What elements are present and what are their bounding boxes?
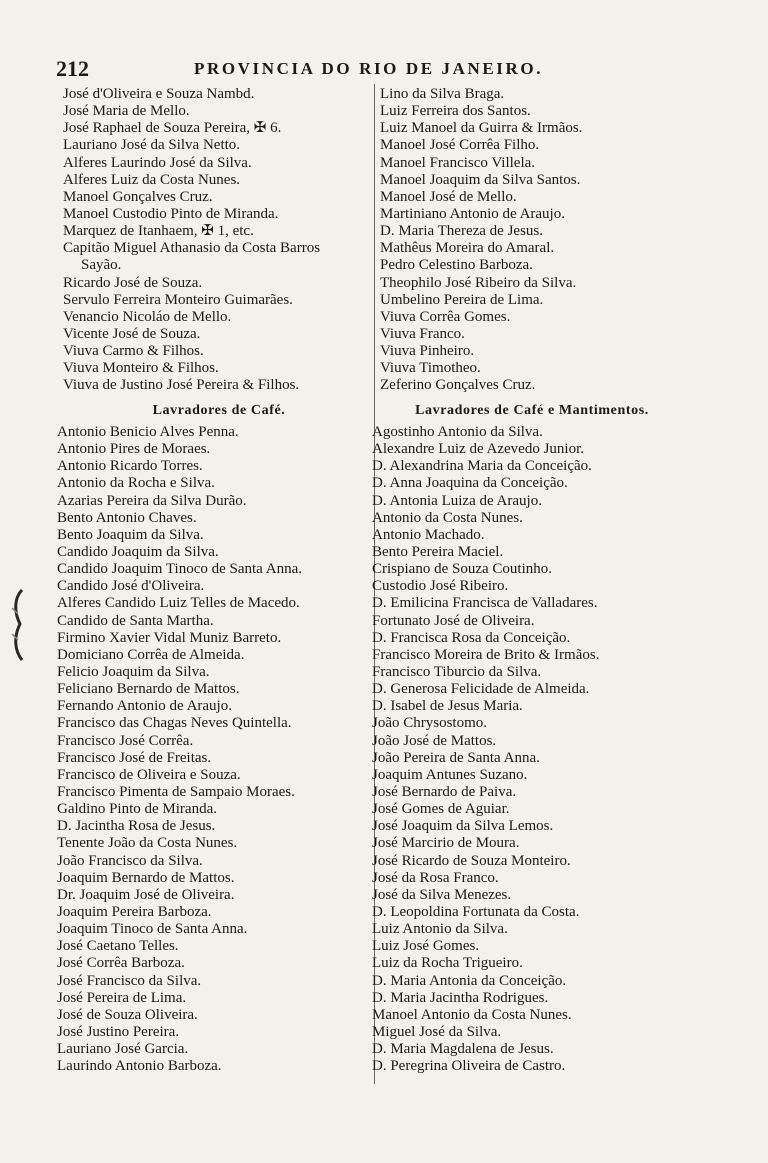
list-item: Servulo Ferreira Monteiro Guimarães.: [63, 291, 293, 308]
list-item: Martiniano Antonio de Araujo.: [380, 205, 565, 222]
list-item: Tenente João da Costa Nunes.: [57, 835, 238, 852]
list-item: Zeferino Gonçalves Cruz.: [380, 377, 536, 394]
list-item: Candido de Santa Martha.: [57, 612, 214, 629]
list-item: Fernando Antonio de Araujo.: [57, 698, 232, 715]
list-item: Francisco José Corrêa.: [57, 732, 194, 749]
list-item: Lino da Silva Braga.: [380, 86, 505, 102]
list-item: Laurindo Antonio Barboza.: [57, 1058, 222, 1075]
list-item: D. Maria Thereza de Jesus.: [380, 223, 543, 240]
list-item: Venancio Nicoláo de Mello.: [63, 308, 232, 325]
list-item: D. Antonia Luiza de Araujo.: [372, 492, 542, 509]
list-item-continuation: Sayão.: [81, 257, 122, 274]
list-item: José Gomes de Aguiar.: [372, 801, 510, 818]
list-item: Bento Pereira Maciel.: [372, 543, 504, 560]
list-item: Viuva de Justino José Pereira & Filhos.: [63, 377, 300, 394]
list-item: Manoel Antonio da Costa Nunes.: [372, 1006, 572, 1023]
list-item: João Pereira de Santa Anna.: [372, 749, 540, 766]
list-item: D. Emilicina Francisca de Valladares.: [372, 595, 598, 612]
list-item: Antonio da Costa Nunes.: [372, 509, 523, 526]
list-item: Francisco das Chagas Neves Quintella.: [57, 715, 292, 732]
list-item: Francisco Pimenta de Sampaio Moraes.: [57, 783, 295, 800]
upper-right-list: [380, 86, 684, 425]
list-item: Francisco José de Freitas.: [57, 749, 212, 766]
list-item: Manoel Francisco Villela.: [380, 154, 536, 171]
list-item: José Ricardo de Souza Monteiro.: [372, 852, 571, 869]
list-item: José Maria de Mello.: [63, 103, 190, 120]
list-item: Luiz José Gomes.: [372, 938, 480, 955]
page-title: PROVINCIA DO RIO DE JANEIRO.: [194, 59, 544, 78]
list-item: D. Leopoldina Fortunata da Costa.: [372, 903, 580, 920]
page-header: [56, 56, 586, 82]
list-item: Candido José d'Oliveira.: [57, 578, 205, 595]
list-item: Manoel Joaquim da Silva Santos.: [380, 171, 581, 188]
list-item: Theophilo José Ribeiro da Silva.: [380, 274, 577, 291]
list-item: Alferes Laurindo José da Silva.: [63, 154, 252, 171]
list-item: D. Peregrina Oliveira de Castro.: [372, 1058, 566, 1075]
list-item: Viuva Franco.: [380, 325, 465, 342]
list-item: Viuva Pinheiro.: [380, 343, 475, 360]
list-item: Joaquim Antunes Suzano.: [372, 766, 528, 783]
list-item: José da Silva Menezes.: [372, 886, 512, 903]
list-item: Mathêus Moreira do Amaral.: [380, 240, 555, 257]
list-item: José Francisco da Silva.: [57, 972, 202, 989]
list-item: Viuva Timotheo.: [380, 360, 481, 377]
list-item: D. Alexandrina Maria da Conceição.: [372, 458, 592, 475]
list-item: D. Maria Magdalena de Jesus.: [372, 1041, 554, 1058]
list-item: Fortunato José de Oliveira.: [372, 612, 535, 629]
list-item: José da Rosa Franco.: [372, 869, 499, 886]
section-heading-cafe-mantimentos: Lavradores de Café e Mantimentos.: [415, 402, 649, 418]
list-item: Viuva Monteiro & Filhos.: [63, 360, 219, 377]
list-item: Alferes Candido Luiz Telles de Macedo.: [57, 595, 300, 612]
list-item: Vicente José de Souza.: [63, 325, 201, 342]
list-item: Lauriano José Garcia.: [57, 1041, 189, 1058]
list-item: Candido Joaquim da Silva.: [57, 543, 219, 560]
upper-left-list: [63, 86, 375, 425]
list-item: José Pereira de Lima.: [57, 989, 187, 1006]
list-item: Manoel José Corrêa Filho.: [380, 137, 540, 154]
list-item: Luiz da Rocha Trigueiro.: [372, 955, 523, 972]
page-number: 212: [56, 56, 89, 81]
list-item: Firmino Xavier Vidal Muniz Barreto.: [57, 629, 282, 646]
list-item: D. Maria Jacintha Rodrigues.: [372, 989, 549, 1006]
list-item: Candido Joaquim Tinoco de Santa Anna.: [57, 561, 302, 578]
list-item: Francisco de Oliveira e Souza.: [57, 766, 241, 783]
list-item: Miguel José da Silva.: [372, 1023, 502, 1040]
list-item: D. Isabel de Jesus Maria.: [372, 698, 523, 715]
list-item: Umbelino Pereira de Lima.: [380, 291, 544, 308]
list-item: Custodio José Ribeiro.: [372, 578, 509, 595]
list-item: Manoel Gonçalves Cruz.: [63, 188, 213, 205]
list-item: Pedro Celestino Barboza.: [380, 257, 533, 274]
list-item: Dr. Joaquim José de Oliveira.: [57, 886, 235, 903]
list-item: Joaquim Pereira Barboza.: [57, 903, 212, 920]
list-item: José Marcirio de Moura.: [372, 835, 520, 852]
list-item: D. Anna Joaquina da Conceição.: [372, 475, 568, 492]
list-item: Antonio da Rocha e Silva.: [57, 475, 215, 492]
list-item: D. Jacintha Rosa de Jesus.: [57, 818, 216, 835]
list-item: Luiz Antonio da Silva.: [372, 921, 508, 938]
lower-left-list: [57, 424, 369, 1075]
section-heading-cafe: Lavradores de Café.: [152, 402, 286, 418]
list-item: D. Francisca Rosa da Conceição.: [372, 629, 571, 646]
list-item: José d'Oliveira e Souza Nambd.: [63, 86, 255, 102]
list-item: Azarias Pereira da Silva Durão.: [57, 492, 247, 509]
list-item: Francisco Tiburcio da Silva.: [372, 663, 542, 680]
list-item: Viuva Corrêa Gomes.: [380, 308, 511, 325]
list-item: Galdino Pinto de Miranda.: [57, 801, 217, 818]
list-item: Crispiano de Souza Coutinho.: [372, 561, 552, 578]
list-item: José Corrêa Barboza.: [57, 955, 185, 972]
list-item: José de Souza Oliveira.: [57, 1006, 198, 1023]
list-item: João Chrysostomo.: [372, 715, 488, 732]
list-item: João José de Mattos.: [372, 732, 497, 749]
list-item: Bento Joaquim da Silva.: [57, 526, 204, 543]
list-item: Felicio Joaquim da Silva.: [57, 663, 210, 680]
margin-bracket-mark: [8, 588, 30, 662]
list-item: Joaquim Bernardo de Mattos.: [57, 869, 235, 886]
list-item: Bento Antonio Chaves.: [57, 509, 197, 526]
list-item: Ricardo José de Souza.: [63, 274, 203, 291]
list-item: Agostinho Antonio da Silva.: [372, 424, 543, 440]
list-item: Viuva Carmo & Filhos.: [63, 343, 204, 360]
list-item: Luiz Manoel da Guirra & Irmãos.: [380, 120, 583, 137]
list-item: Alferes Luiz da Costa Nunes.: [63, 171, 241, 188]
list-item: José Joaquim da Silva Lemos.: [372, 818, 554, 835]
lower-right-list: [372, 424, 684, 1075]
list-item: Manoel Custodio Pinto de Miranda.: [63, 205, 279, 222]
list-item: Marquez de Itanhaem, ✠ 1, etc.: [63, 223, 254, 240]
list-item: Domiciano Corrêa de Almeida.: [57, 646, 245, 663]
list-item: Antonio Machado.: [372, 526, 485, 543]
list-item: Francisco Moreira de Brito & Irmãos.: [372, 646, 600, 663]
list-item: José Raphael de Souza Pereira, ✠ 6.: [63, 120, 282, 137]
list-item: Feliciano Bernardo de Mattos.: [57, 681, 240, 698]
list-item: Antonio Pires de Moraes.: [57, 441, 211, 458]
list-item: Alexandre Luiz de Azevedo Junior.: [372, 441, 585, 458]
list-item: Capitão Miguel Athanasio da Costa Barros: [63, 240, 321, 257]
list-item: Luiz Ferreira dos Santos.: [380, 103, 531, 120]
list-item: João Francisco da Silva.: [57, 852, 203, 869]
list-item: Antonio Ricardo Torres.: [57, 458, 203, 475]
list-item: D. Generosa Felicidade de Almeida.: [372, 681, 590, 698]
list-item: José Bernardo de Paiva.: [372, 783, 517, 800]
list-item: José Justino Pereira.: [57, 1023, 180, 1040]
list-item: Lauriano José da Silva Netto.: [63, 137, 241, 154]
list-item: Joaquim Tinoco de Santa Anna.: [57, 921, 248, 938]
list-item: Antonio Benicio Alves Penna.: [57, 424, 239, 440]
list-item: Manoel José de Mello.: [380, 188, 517, 205]
list-item: José Caetano Telles.: [57, 938, 179, 955]
list-item: D. Maria Antonia da Conceição.: [372, 972, 567, 989]
